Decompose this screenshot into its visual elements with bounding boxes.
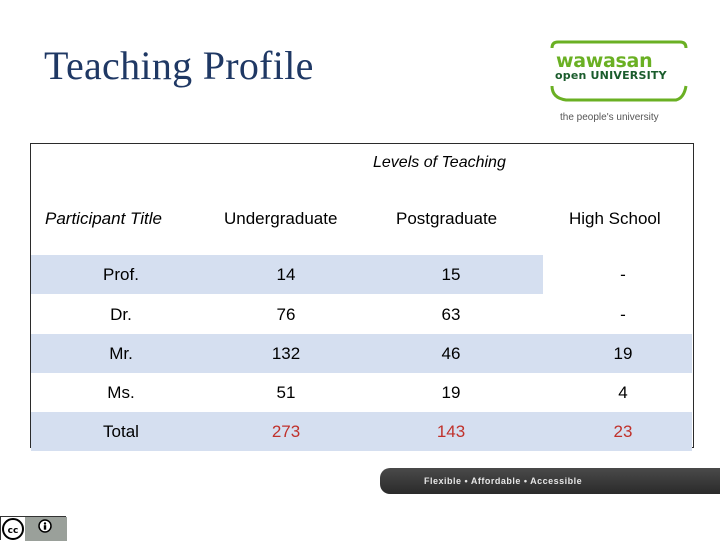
logo-tagline: the people's university — [560, 112, 659, 123]
header-participant-title: Participant Title — [45, 209, 163, 228]
high-school-value: 19 — [613, 344, 633, 363]
postgraduate-value: 63 — [441, 305, 461, 324]
svg-text:cc: cc — [7, 526, 19, 536]
undergraduate-value: 14 — [276, 265, 296, 284]
logo-word-open-university: open UNIVERSITY — [555, 69, 667, 82]
page-title: Teaching Profile — [44, 43, 314, 88]
teaching-levels-table — [30, 143, 694, 448]
row-title: Dr. — [110, 305, 132, 324]
table-row — [31, 334, 692, 373]
undergraduate-total: 273 — [271, 422, 301, 441]
postgraduate-value: 19 — [441, 383, 461, 402]
header-high-school: High School — [569, 209, 661, 228]
postgraduate-total: 143 — [436, 422, 466, 441]
row-title: Total — [103, 422, 139, 441]
footer-tagline: Flexible • Affordable • Accessible — [424, 476, 583, 486]
table-row-total — [31, 412, 692, 451]
postgraduate-value: 15 — [441, 265, 461, 284]
cc-by-license-badge — [0, 516, 66, 540]
logo-word-wawasan: wawasan — [556, 50, 653, 72]
row-title: Prof. — [103, 265, 139, 284]
undergraduate-value: 51 — [276, 383, 296, 402]
cc-by-icon — [1, 517, 67, 541]
row-title: Ms. — [107, 383, 135, 402]
table-caption: Levels of Teaching — [373, 154, 506, 171]
table-row — [31, 255, 692, 294]
high-school-value: - — [620, 305, 626, 324]
high-school-value: 4 — [618, 383, 628, 402]
wawasan-logo — [548, 40, 688, 130]
high-school-value: - — [620, 265, 626, 284]
header-postgraduate: Postgraduate — [396, 209, 498, 228]
header-undergraduate: Undergraduate — [224, 209, 338, 228]
undergraduate-value: 132 — [271, 344, 301, 363]
table-row — [31, 373, 692, 412]
row-title: Mr. — [109, 344, 133, 363]
postgraduate-value: 46 — [441, 344, 461, 363]
undergraduate-value: 76 — [276, 305, 296, 324]
table-row — [31, 295, 692, 334]
high-school-total: 23 — [613, 422, 633, 441]
